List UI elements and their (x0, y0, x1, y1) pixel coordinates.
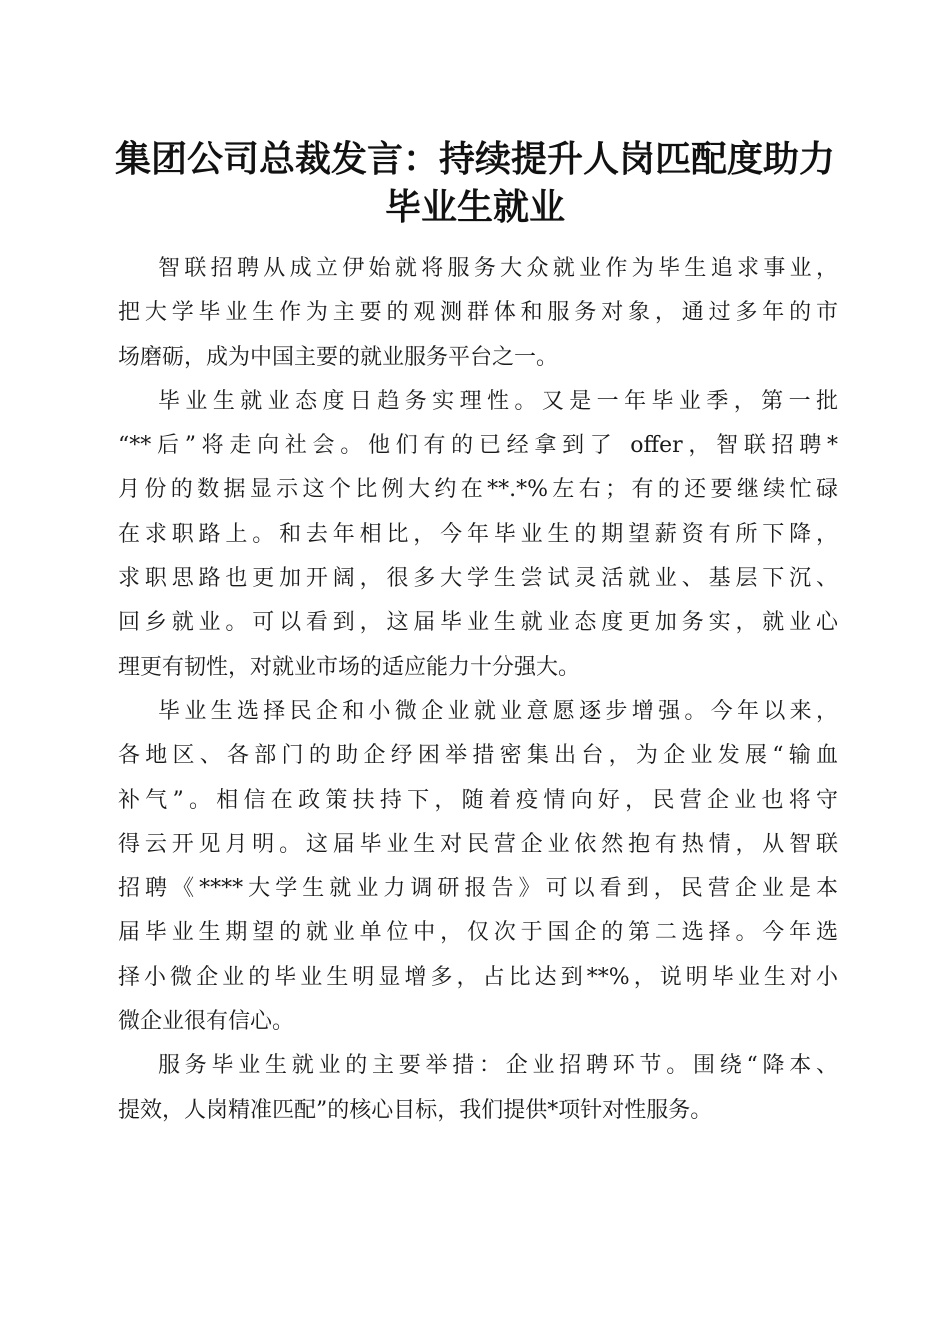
text-line: 得云开见月明。这届毕业生对民营企业依然抱有热情，从智联 (118, 831, 838, 857)
text-line: 回乡就业。可以看到，这届毕业生就业态度更加务实，就业心 (118, 610, 838, 636)
text-line: 把大学毕业生作为主要的观测群体和服务对象，通过多年的市 (118, 300, 838, 326)
text-line: 在求职路上。和去年相比，今年毕业生的期望薪资有所下降， (118, 521, 838, 547)
paragraph (118, 247, 838, 380)
paragraph (118, 1044, 838, 1133)
text-line: 求职思路也更加开阔，很多大学生尝试灵活就业、基层下沉、 (118, 566, 838, 592)
text-line: 招聘《****大学生就业力调研报告》可以看到，民营企业是本 (118, 876, 838, 902)
text-line: 补气”。相信在政策扶持下，随着疫情向好，民营企业也将守 (118, 787, 838, 813)
paragraph (118, 690, 838, 1044)
text-line: 各地区、各部门的助企纾困举措密集出台，为企业发展“输血 (118, 743, 838, 769)
text-line: 月份的数据显示这个比例大约在**.*%左右；有的还要继续忙碌 (118, 477, 838, 503)
text-line: 择小微企业的毕业生明显增多，占比达到**%，说明毕业生对小 (118, 964, 838, 990)
text-line: 服务毕业生就业的主要举措：企业招聘环节。围绕“降本、 (158, 1053, 838, 1079)
text-line: 微企业很有信心。 (118, 1009, 295, 1035)
paragraph (118, 380, 838, 690)
document-title (60, 135, 890, 231)
text-line: 场磨砺，成为中国主要的就业服务平台之一。 (118, 344, 559, 370)
text-line: “**后”将走向社会。他们有的已经拿到了 offer，智联招聘* (118, 433, 838, 459)
text-line: 提效，人岗精准匹配”的核心目标，我们提供*项针对性服务。 (118, 1097, 713, 1123)
text-line: 智联招聘从成立伊始就将服务大众就业作为毕生追求事业， (158, 256, 838, 281)
title-line: 毕业生就业 (384, 186, 565, 228)
document-body (118, 247, 838, 1133)
text-line: 毕业生就业态度日趋务实理性。又是一年毕业季，第一批 (158, 388, 838, 414)
text-line: 理更有韧性，对就业市场的适应能力十分强大。 (118, 654, 581, 680)
title-line: 集团公司总裁发言：持续提升人岗匹配度助力 (114, 138, 835, 180)
text-line: 届毕业生期望的就业单位中，仅次于国企的第二选择。今年选 (118, 920, 838, 946)
text-line: 毕业生选择民企和小微企业就业意愿逐步增强。今年以来， (158, 698, 838, 724)
